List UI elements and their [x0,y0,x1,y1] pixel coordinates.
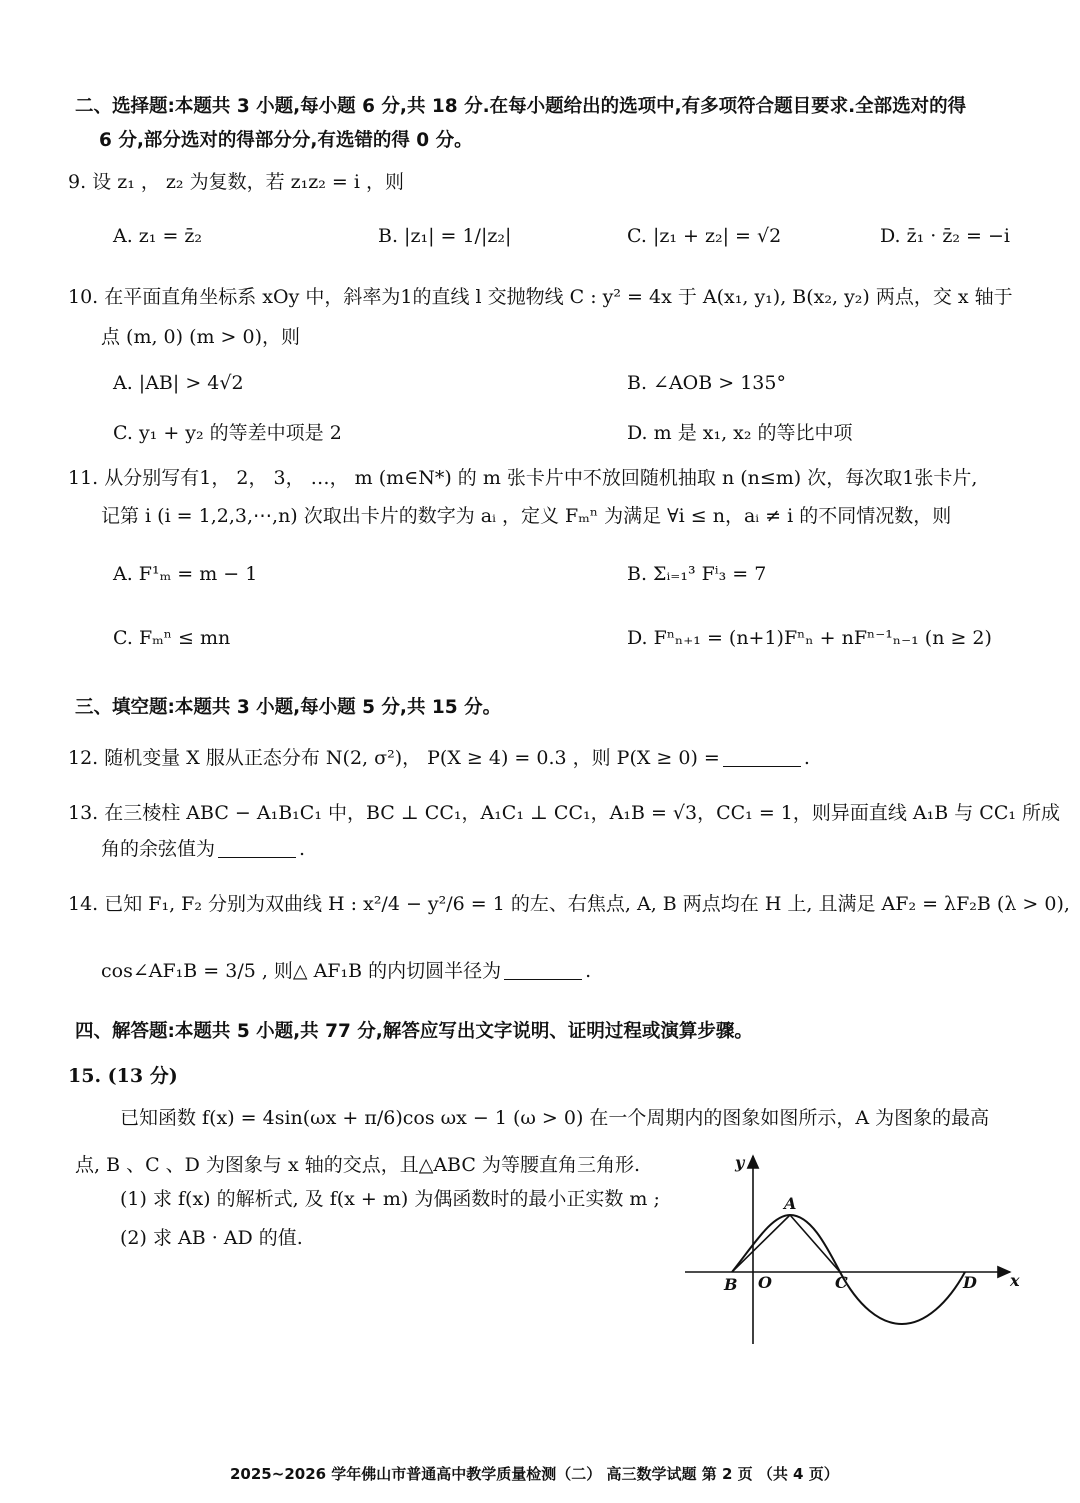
q14-end: . [585,960,592,982]
q12-text: 12. 随机变量 X 服从正态分布 N(2, σ²)， P(X ≥ 4) = 0.3 ，则 P(X ≥ 0) = [68,747,720,769]
q11-option-a: A. F¹ₘ = m − 1 [113,563,258,585]
q9-option-c: C. |z₁ + z₂| = √2 [627,225,782,247]
q13-text: 角的余弦值为 [101,838,216,860]
q10-option-b: B. ∠AOB > 135° [627,372,786,394]
q11-stem: 11. 从分别写有1， 2， 3， …， m (m∈N*) 的 m 张卡片中不放回随机抽取 n (n≤m) 次，每次取1张卡片, [68,467,978,489]
q12-stem [68,743,810,770]
q15-function-graph [680,1148,1025,1353]
q14-answer-blank[interactable] [504,961,582,980]
q9-option-a: A. z₁ = z̄₂ [113,225,203,247]
section-4-heading: 四、解答题:本题共 5 小题,共 77 分,解答应写出文字说明、证明过程或演算步骤。 [75,1021,753,1042]
q10-stem: 10. 在平面直角坐标系 xOy 中，斜率为1的直线 l 交抛物线 C : y² = 4x 于 A(x₁, y₁), B(x₂, y₂) 两点，交 x 轴于 [68,286,1013,308]
q15-part-2: (2) 求 AB · AD 的值. [120,1227,303,1249]
q15-stem: 已知函数 f(x) = 4sin(ωx + π/6)cos ωx − 1 (ω > 0) 在一个周期内的图象如图所示，A 为图象的最高 [120,1107,990,1129]
q11-stem-cont: 记第 i (i = 1,2,3,⋯,n) 次取出卡片的数字为 aᵢ ，定义 Fₘⁿ 为满足 ∀i ≤ n，aᵢ ≠ i 的不同情况数，则 [101,505,952,527]
q11-option-d: D. Fⁿₙ₊₁ = (n+1)Fⁿₙ + nFⁿ⁻¹ₙ₋₁ (n ≥ 2) [627,627,992,649]
q13-answer-blank[interactable] [218,839,296,858]
q11-option-b: B. Σᵢ₌₁³ Fⁱ₃ = 7 [627,563,767,585]
q10-option-a: A. |AB| > 4√2 [113,372,244,394]
q11-option-c: C. Fₘⁿ ≤ mn [113,627,231,649]
label-c: C [835,1273,848,1292]
q9-option-b: B. |z₁| = 1/|z₂| [378,225,512,247]
q12-answer-blank[interactable] [723,748,801,767]
segment-ac [790,1215,840,1272]
page-footer: 2025~2026 学年佛山市普通高中教学质量检测（二） 高三数学试题 第 2 页 （共 4 页） [230,1465,839,1483]
section-2-heading: 二、选择题:本题共 3 小题,每小题 6 分,共 18 分.在每小题给出的选项中,有多项符合题目要求.全部选对的得 [75,96,967,117]
q13-stem: 13. 在三棱柱 ABC − A₁B₁C₁ 中，BC ⊥ CC₁，A₁C₁ ⊥ CC₁，A₁B = √3，CC₁ = 1，则异面直线 A₁B 与 CC₁ 所成 [68,802,1061,824]
sine-curve [732,1215,965,1324]
label-o: O [758,1273,772,1292]
q13-end: . [299,838,306,860]
q14-stem: 14. 已知 F₁, F₂ 分别为双曲线 H : x²/4 − y²/6 = 1 的左、右焦点, A, B 两点均在 H 上, 且满足 AF₂ = λF₂B (λ > 0), [68,893,1070,915]
q15-heading: 15. (13 分) [68,1065,178,1087]
q10-option-d: D. m 是 x₁, x₂ 的等比中项 [627,422,853,444]
label-b: B [724,1275,738,1294]
label-x: x [1010,1271,1020,1290]
q9-option-d: D. z̄₁ · z̄₂ = −i [880,225,1011,247]
section-3-heading: 三、填空题:本题共 3 小题,每小题 5 分,共 15 分。 [75,697,502,718]
q10-stem-cont: 点 (m, 0) (m > 0)，则 [101,326,301,348]
q9-stem: 9. 设 z₁ ， z₂ 为复数，若 z₁z₂ = i ，则 [68,171,404,193]
segment-ab [732,1215,790,1272]
label-d: D [963,1273,977,1292]
label-y: y [735,1153,745,1172]
q14-stem-cont [101,956,591,983]
q15-stem-cont: 点, B 、C 、D 为图象与 x 轴的交点，且△ABC 为等腰直角三角形. [75,1154,640,1176]
label-a: A [784,1194,797,1213]
q14-text: cos∠AF₁B = 3/5 , 则△ AF₁B 的内切圆半径为 [101,960,502,982]
section-2-heading-cont: 6 分,部分选对的得部分分,有选错的得 0 分。 [99,130,473,151]
q12-end: . [803,747,810,769]
q15-part-1: (1) 求 f(x) 的解析式, 及 f(x + m) 为偶函数时的最小正实数 m ; [120,1188,660,1210]
q13-stem-cont [101,834,305,861]
q10-option-c: C. y₁ + y₂ 的等差中项是 2 [113,422,342,444]
